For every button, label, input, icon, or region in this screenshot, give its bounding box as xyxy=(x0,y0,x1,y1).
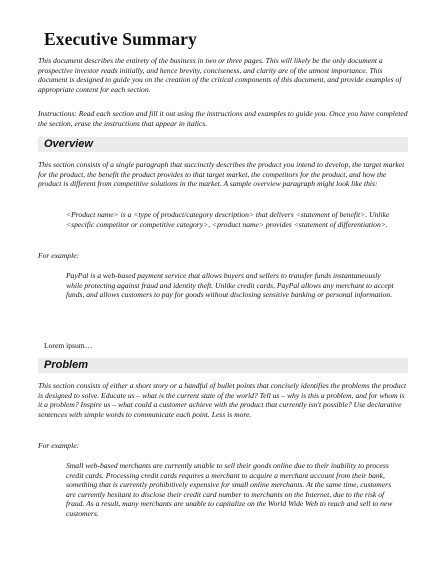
overview-template: <Product name> is a <type of product/category description> that delivers <statement of benefit>. Unlike <specific competitor or competitive category>, <product name> provides <statement of differentiation>. xyxy=(66,210,390,229)
intro-paragraph: This document describes the entirety of the business in two or three pages. This will likely be the only document a prospective investor reads initially, and hence brevity, conciseness, and clarity are of the utmost importance. This document is designed to guide you on the creation of the critical components of this document, and provide examples of appropriate content for each section. xyxy=(38,56,402,94)
overview-placeholder-text: Lorem ipsum… xyxy=(44,341,93,350)
problem-example-label: For example: xyxy=(38,441,80,450)
overview-example-label: For example: xyxy=(38,251,80,260)
problem-example: Small web-based merchants are currently unable to sell their goods online due to their inability to process credit cards. Processing credit cards requires a merchant to acquire a merchant account from their bank, something that is currently prohibitively expensive for small online merchants. At the same time, customers are currently hesitant to disclose their credit card number to merchants on the Internet, due to the risk of fraud. As a result, many merchants are unable to capitalize on the World Wide Web to reach and sell to new customers. xyxy=(66,461,393,518)
overview-example: PayPal is a web-based payment service that allows buyers and sellers to transfer funds instantaneously while protecting against fraud and identity theft. Unlike credit cards, PayPal allows any merchant to accept funds, and allows customers to pay for goods without disclosing sensitive banking or personal information. xyxy=(66,271,394,300)
overview-heading-bar xyxy=(38,137,408,152)
problem-heading: Problem xyxy=(44,359,89,371)
overview-description: This section consists of a single paragraph that succinctly describes the product you intend to develop, the target market for the product, the benefit the product provides to that target market, the competitors for the product, and how the product is different from competitive solutions in the market. A sample overview paragraph might look like this: xyxy=(38,160,405,189)
problem-heading-bar xyxy=(38,358,408,373)
overview-heading: Overview xyxy=(44,138,93,150)
instructions-paragraph: Instructions: Read each section and fill it out using the instructions and examples to guide you. Once you have completed the section, erase the instructions that appear in italics. xyxy=(38,109,408,128)
page-title: Executive Summary xyxy=(44,29,197,49)
problem-description: This section consists of either a short story or a handful of bullet points that concisely identifies the problems the product is designed to solve. Educate us – what is the current state of the world? Tell us – why is this a problem, and for whom is it a problem? Inspire us – what could a customer achieve with the product that currently isn't possible? Use declarative sentences with simple words to communicate each point. Less is more. xyxy=(38,381,407,419)
